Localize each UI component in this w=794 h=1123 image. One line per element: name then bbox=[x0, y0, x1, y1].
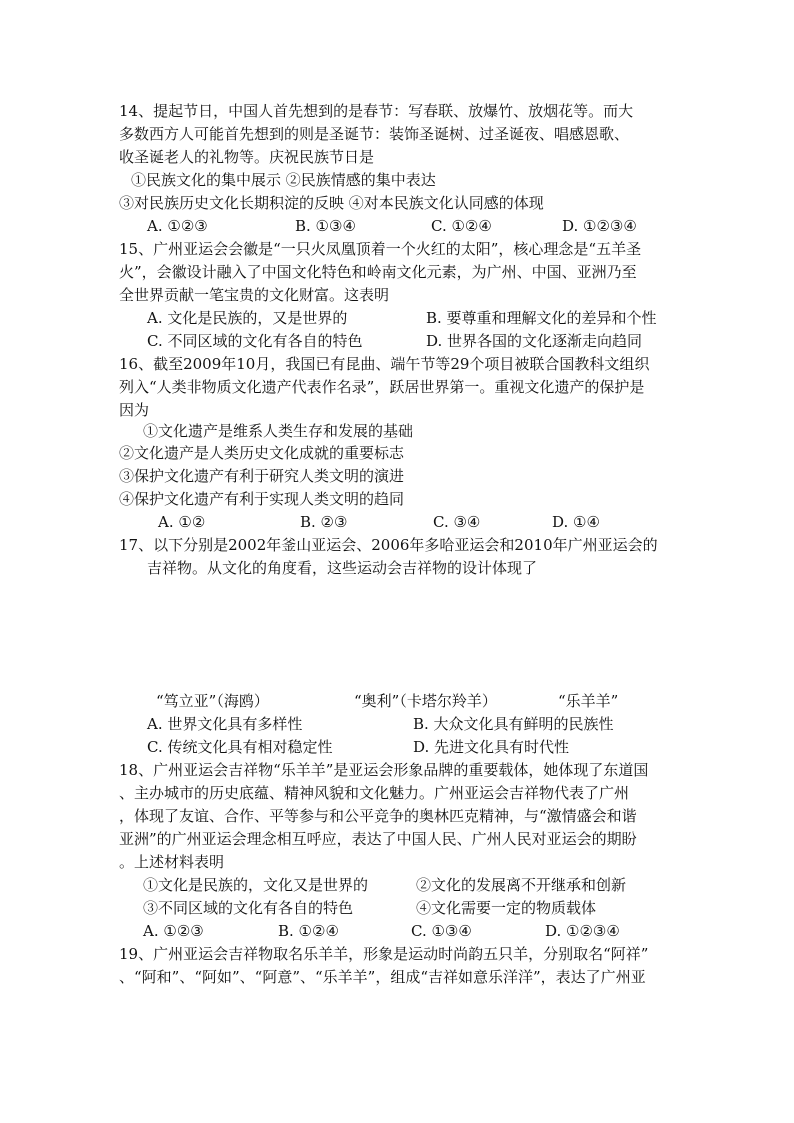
q17-line: 吉祥物。从文化的角度看，这些运动会吉祥物的设计体现了 bbox=[147, 559, 538, 577]
q16-statement: ④保护文化遗产有利于实现人类文明的趋同 bbox=[119, 490, 405, 508]
q16-line: 16、截至2009年10月，我国已有昆曲、端午节等29个项目被联合国教科文组织 bbox=[119, 355, 650, 373]
q18-statement-3: ③不同区域的文化有各自的特色 bbox=[143, 899, 354, 917]
q15-option-d: D. 世界各国的文化逐渐走向趋同 bbox=[426, 332, 643, 350]
q18-statement-4: ④文化需要一定的物质载体 bbox=[416, 899, 597, 917]
mascot-caption-busan: “笃立亚”（海鸥） bbox=[156, 692, 269, 710]
q14-line: 14、提起节日，中国人首先想到的是春节：写春联、放爆竹、放烟花等。而大 bbox=[119, 102, 634, 120]
q17-option-b: B. 大众文化具有鲜明的民族性 bbox=[413, 715, 614, 733]
q16-line: 列入“人类非物质文化遗产代表作名录”，跃居世界第一。重视文化遗产的保护是 bbox=[119, 378, 645, 396]
q14-statement: ③对民族历史文化长期积淀的反映 ④对本民族文化认同感的体现 bbox=[119, 194, 544, 212]
q14-option-c: C. ①②④ bbox=[431, 217, 492, 235]
mascot-caption-guangzhou: “乐羊羊” bbox=[558, 692, 619, 710]
q16-statement: ②文化遗产是人类历史文化成就的重要标志 bbox=[119, 444, 405, 462]
q19-line: 19、广州亚运会吉祥物取名乐羊羊，形象是运动时尚韵五只羊，分别取名“阿祥” bbox=[119, 945, 649, 963]
q18-line: 18、广州亚运会吉祥物“乐羊羊”是亚运会形象品牌的重要载体，她体现了东道国 bbox=[119, 761, 649, 779]
q15-option-b: B. 要尊重和理解文化的差异和个性 bbox=[426, 309, 657, 327]
q15-line: 全世界贡献一笔宝贵的文化财富。这表明 bbox=[119, 286, 390, 304]
q14-line: 多数西方人可能首先想到的则是圣诞节：装饰圣诞树、过圣诞夜、唱感恩歌、 bbox=[119, 125, 630, 143]
q15-option-c: C. 不同区域的文化有各自的特色 bbox=[147, 332, 363, 350]
q14-option-a: A. ①②③ bbox=[147, 217, 208, 235]
q17-option-c: C. 传统文化具有相对稳定性 bbox=[147, 738, 333, 756]
q15-line: 火”，会徽设计融入了中国文化特色和岭南文化元素，为广州、中国、亚洲乃至 bbox=[119, 263, 637, 281]
q16-statement: ③保护文化遗产有利于研究人类文明的演进 bbox=[119, 467, 405, 485]
q18-option-c: C. ①③④ bbox=[411, 922, 472, 940]
q18-line: 。上述材料表明 bbox=[119, 853, 225, 871]
q18-line: 亚洲”的广州亚运会理念相互呼应，表达了中国人民、广州人民对亚运会的期盼 bbox=[119, 830, 637, 848]
q18-option-d: D. ①②③④ bbox=[545, 922, 620, 940]
mascot-caption-doha: “奥利”（卡塔尔羚羊） bbox=[354, 692, 497, 710]
q18-line: ，体现了友谊、合作、平等参与和公平竞争的奥林匹克精神，与“激情盛会和谐 bbox=[119, 807, 637, 825]
q14-line: 收圣诞老人的礼物等。庆祝民族节日是 bbox=[119, 148, 375, 166]
q17-line: 17、以下分别是2002年釜山亚运会、2006年多哈亚运会和2010年广州亚运会的 bbox=[119, 536, 658, 554]
q16-option-d: D. ①④ bbox=[552, 513, 600, 531]
q15-option-a: A. 文化是民族的，又是世界的 bbox=[147, 309, 348, 327]
q14-option-b: B. ①③④ bbox=[295, 217, 356, 235]
q18-statement-1: ①文化是民族的，文化又是世界的 bbox=[143, 876, 369, 894]
q18-line: 、主办城市的历史底蕴、精神风貌和文化魅力。广州亚运会吉祥物代表了广州 bbox=[119, 784, 630, 802]
q17-option-d: D. 先进文化具有时代性 bbox=[413, 738, 570, 756]
q18-option-b: B. ①②④ bbox=[278, 922, 339, 940]
q18-option-a: A. ①②③ bbox=[143, 922, 204, 940]
q16-option-b: B. ②③ bbox=[300, 513, 348, 531]
q16-line: 因为 bbox=[119, 401, 150, 419]
q19-line: 、“阿和”、“阿如”、“阿意”、“乐羊羊”，组成“吉祥如意乐洋洋”，表达了广州亚 bbox=[119, 968, 646, 986]
q16-option-c: C. ③④ bbox=[433, 513, 481, 531]
q17-option-a: A. 世界文化具有多样性 bbox=[147, 715, 303, 733]
q18-statement-2: ②文化的发展离不开继承和创新 bbox=[416, 876, 627, 894]
q16-option-a: A. ①② bbox=[158, 513, 206, 531]
q14-option-d: D. ①②③④ bbox=[562, 217, 637, 235]
q16-statement: ①文化遗产是维系人类生存和发展的基础 bbox=[143, 422, 414, 440]
q15-line: 15、广州亚运会会徽是“一只火凤凰顶着一个火红的太阳”，核心理念是“五羊圣 bbox=[119, 240, 642, 258]
q14-statement: ①民族文化的集中展示 ②民族情感的集中表达 bbox=[131, 171, 436, 189]
